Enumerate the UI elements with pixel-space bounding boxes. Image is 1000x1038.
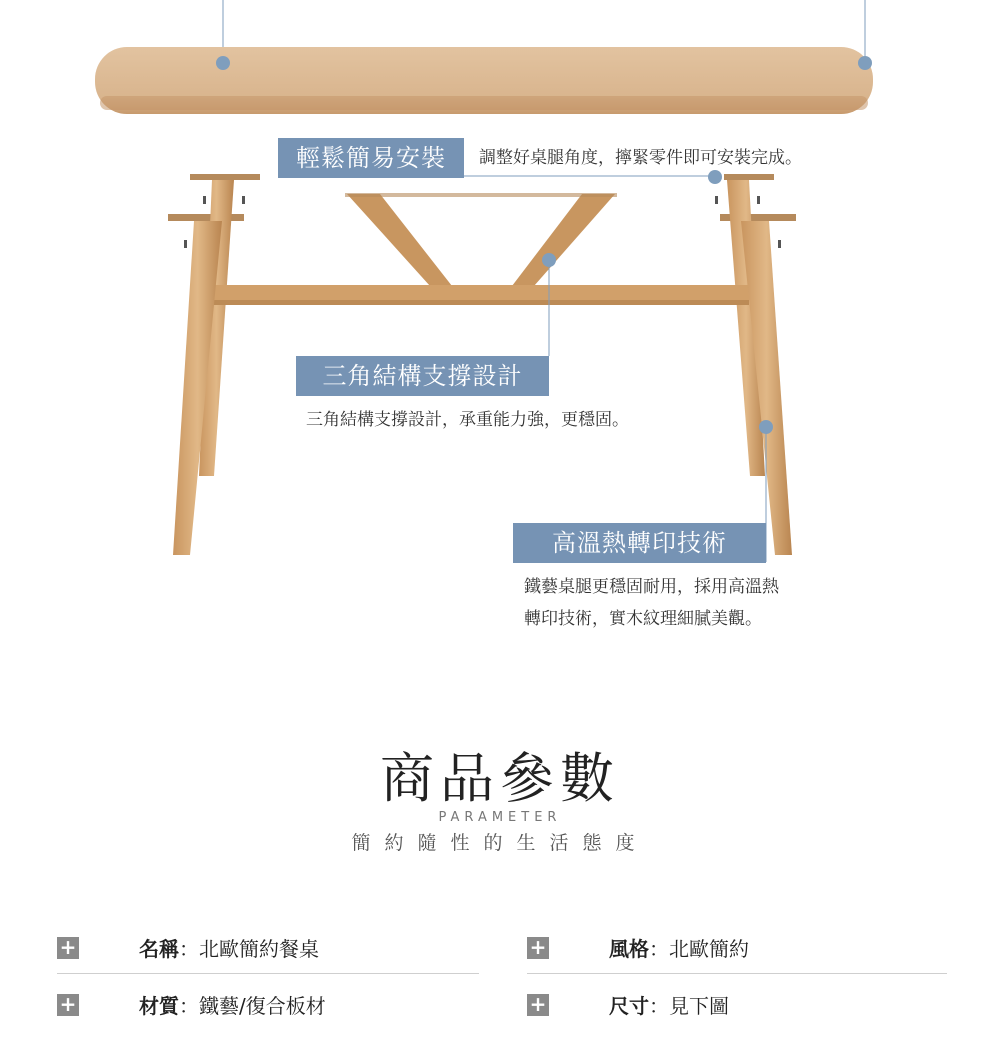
param-value: 見下圖 xyxy=(669,994,729,1018)
param-key: 名稱 xyxy=(139,937,179,961)
section-title: 商品參數 xyxy=(380,747,620,810)
callout-desc-structure: 三角結構支撐設計，承重能力強，更穩固。 xyxy=(306,410,629,430)
marker-dot xyxy=(858,56,872,70)
stretcher-bar-shade xyxy=(214,300,749,305)
section-subtitle: 簡約隨性的生活態度 xyxy=(351,832,649,854)
marker-dot xyxy=(216,56,230,70)
screw xyxy=(203,196,206,204)
marker-dot xyxy=(542,253,556,267)
param-value: 鐵藝/復合板材 xyxy=(199,994,326,1018)
screw xyxy=(715,196,718,204)
screw xyxy=(778,240,781,248)
param-key: 風格 xyxy=(609,937,649,961)
table-top-edge xyxy=(100,96,868,110)
param-text xyxy=(609,990,729,1019)
param-sep: ： xyxy=(649,937,669,961)
param-text xyxy=(609,933,749,962)
mount-plate xyxy=(724,174,774,180)
screw xyxy=(757,196,760,204)
brace-top xyxy=(345,193,617,197)
callout-desc-transfer-printing-line2: 轉印技術，實木紋理細膩美觀。 xyxy=(524,609,762,629)
plus-icon: + xyxy=(527,994,549,1016)
marker-dot xyxy=(759,420,773,434)
screw xyxy=(242,196,245,204)
plus-icon: + xyxy=(527,937,549,959)
param-row-style xyxy=(527,933,947,981)
param-row-name xyxy=(57,933,479,981)
screw xyxy=(184,240,187,248)
callout-title-structure: 三角結構支撐設計 xyxy=(296,356,549,396)
param-value: 北歐簡約餐桌 xyxy=(199,937,319,961)
param-value: 北歐簡約 xyxy=(669,937,749,961)
param-sep: ： xyxy=(179,994,199,1018)
plus-icon: + xyxy=(57,994,79,1016)
param-sep: ： xyxy=(649,994,669,1018)
param-sep: ： xyxy=(179,937,199,961)
divider xyxy=(527,973,947,974)
brace-right xyxy=(512,194,615,286)
param-key: 尺寸 xyxy=(609,994,649,1018)
brace-left xyxy=(347,194,452,286)
param-text xyxy=(139,933,319,962)
divider xyxy=(57,973,479,974)
callout-desc-installation: 調整好桌腿角度，擰緊零件即可安裝完成。 xyxy=(479,148,802,168)
callout-title-transfer-printing: 高溫熱轉印技術 xyxy=(513,523,766,563)
param-key: 材質 xyxy=(139,994,179,1018)
section-subtitle-en: PARAMETER xyxy=(438,810,562,825)
param-row-size xyxy=(527,990,947,1038)
param-row-material xyxy=(57,990,479,1038)
callout-title-installation: 輕鬆簡易安裝 xyxy=(278,138,464,178)
callout-desc-transfer-printing-line1: 鐵藝桌腿更穩固耐用，採用高溫熱 xyxy=(524,577,779,597)
mount-plate xyxy=(168,214,244,221)
plus-icon: + xyxy=(57,937,79,959)
mount-plate xyxy=(190,174,260,180)
param-text xyxy=(139,990,326,1019)
